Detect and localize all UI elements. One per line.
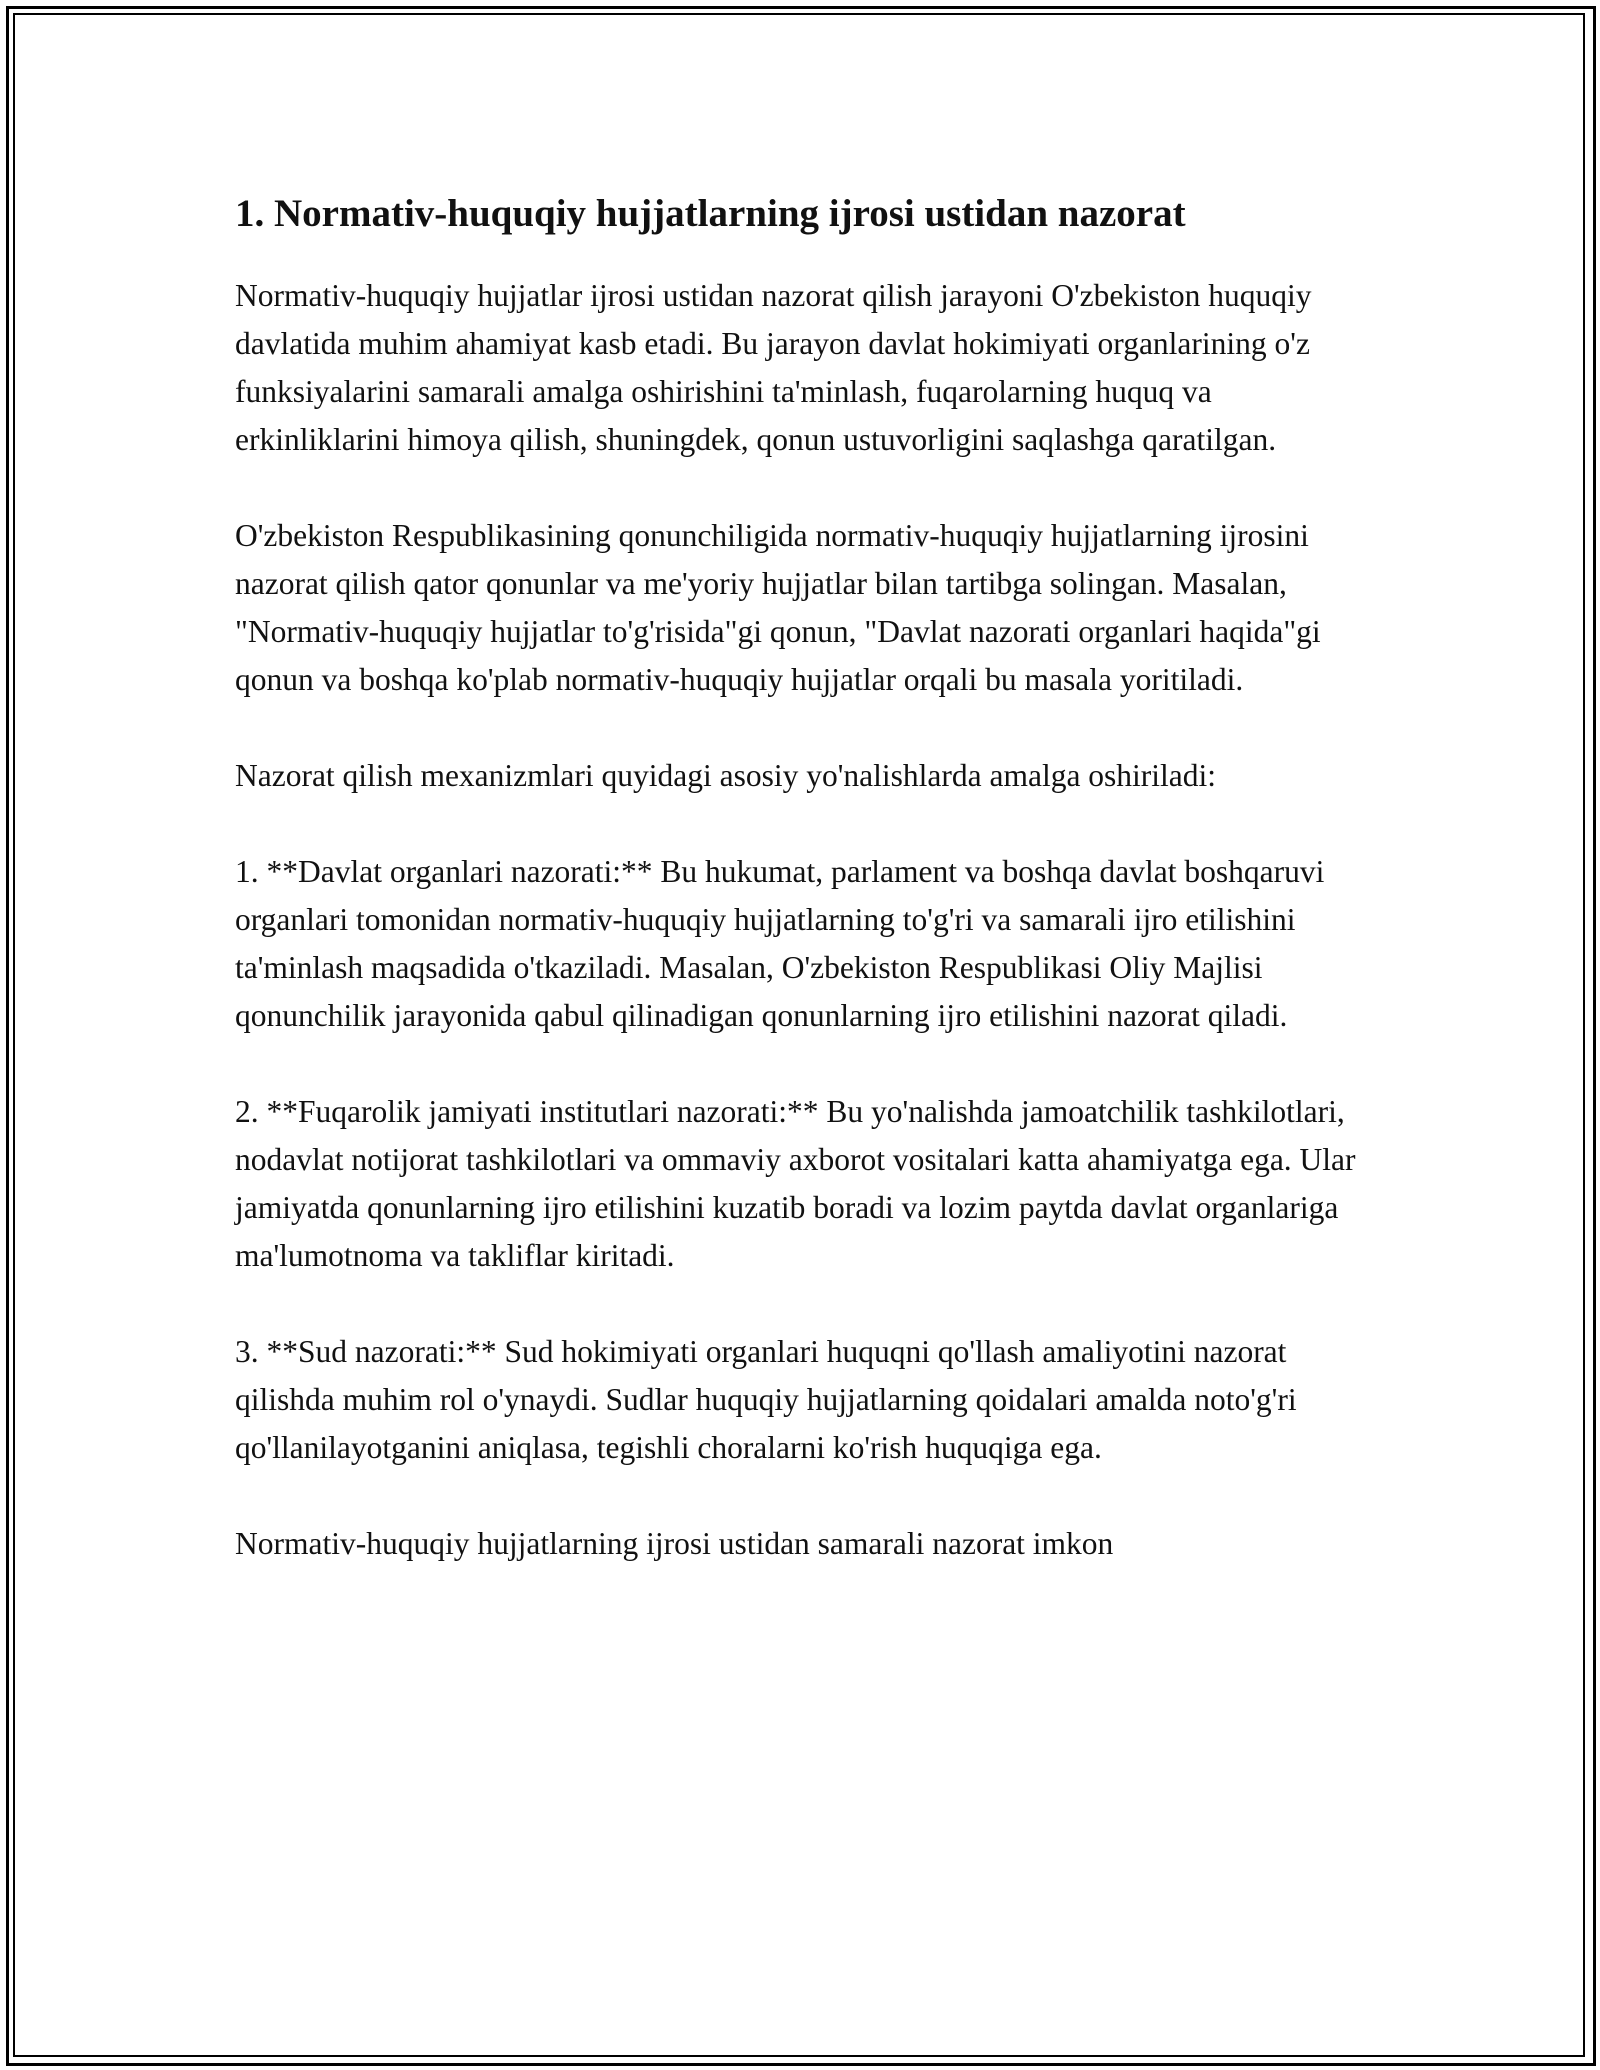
list-item-state-control: 1. **Davlat organlari nazorati:** Bu hukumat, parlament va boshqa davlat boshqaruvi organlari tomonidan normativ-huquqiy hujjatlarning to'g'ri va samarali ijro etilishini ta'minlash maqsadida o'tkaziladi. Masalan, O'zbekiston Respublikasi Oliy Majlisi qonunchilik jarayonida qabul qilinadigan qonunlarning ijro etilishini nazorat qiladi. bbox=[235, 854, 1325, 1033]
section-heading: 1. Normativ-huquqiy hujjatlarning ijrosi ustidan nazorat bbox=[235, 192, 1186, 235]
document-body bbox=[235, 184, 1375, 1616]
list-item-judicial-control: 3. **Sud nazorati:** Sud hokimiyati organlari huquqni qo'llash amaliyotini nazorat qilishda muhim rol o'ynaydi. Sudlar huquqiy hujjatlarning qoidalari amalda noto'g'ri qo'llanilayotganini aniqlasa, tegishli choralarni ko'rish huquqiga ega. bbox=[235, 1334, 1297, 1465]
paragraph-conclusion: Normativ-huquqiy hujjatlarning ijrosi ustidan samarali nazorat imkon bbox=[235, 1526, 1114, 1561]
paragraph-intro: Normativ-huquqiy hujjatlar ijrosi ustidan nazorat qilish jarayoni O'zbekiston huquqiy davlatida muhim ahamiyat kasb etadi. Bu jarayon davlat hokimiyati organlarining o'z funksiyalarini samarali amalga oshirishini ta'minlash, fuqarolarning huquq va erkinliklarini himoya qilish, shuningdek, qonun ustuvorligini saqlashga qaratilgan. bbox=[235, 278, 1312, 457]
list-item-civil-society-control: 2. **Fuqarolik jamiyati institutlari nazorati:** Bu yo'nalishda jamoatchilik tashkilotlari, nodavlat notijorat tashkilotlari va ommaviy axborot vositalari katta ahamiyatga ega. Ular jamiyatda qonunlarning ijro etilishini kuzatib boradi va lozim paytda davlat organlariga ma'lumotnoma va takliflar kiritadi. bbox=[235, 1094, 1356, 1273]
paragraph-legislation: O'zbekiston Respublikasining qonunchiligida normativ-huquqiy hujjatlarning ijrosini nazorat qilish qator qonunlar va me'yoriy hujjatlar bilan tartibga solingan. Masalan, "Normativ-huquqiy hujjatlar to'g'risida"gi qonun, "Davlat nazorati organlari haqida"gi qonun va boshqa ko'plab normativ-huquqiy hujjatlar orqali bu masala yoritiladi. bbox=[235, 518, 1321, 697]
paragraph-mechanisms: Nazorat qilish mexanizmlari quyidagi asosiy yo'nalishlarda amalga oshiriladi: bbox=[235, 758, 1217, 793]
